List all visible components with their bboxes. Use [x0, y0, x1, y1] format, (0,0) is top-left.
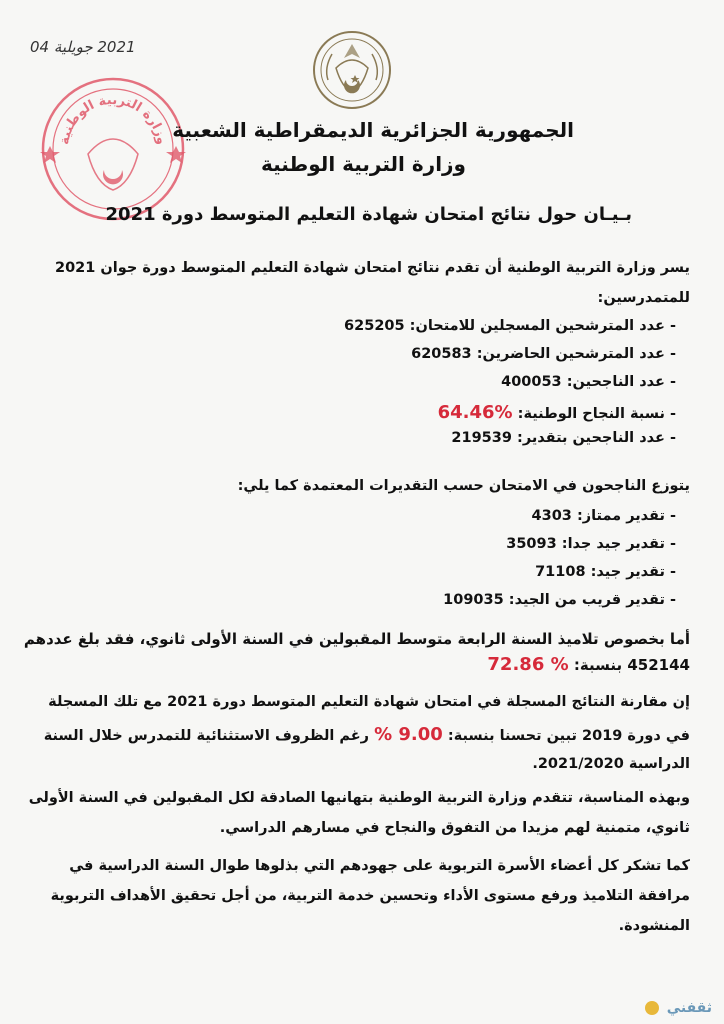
admitted-count: 452144 — [627, 656, 690, 674]
watermark-text: ثقفني — [666, 1000, 712, 1016]
stat-item — [34, 346, 676, 362]
grade-item — [34, 508, 676, 524]
grade-label: - تقدير جيد جدا: — [561, 536, 676, 552]
thanks-line-1: كما تشكر كل أعضاء الأسرة التربوية على جهودهم التي بذلوها طوال السنة الدراسية في — [69, 858, 690, 874]
site-watermark-logo — [645, 1000, 712, 1016]
admitted-line-1: أما بخصوص تلاميذ السنة الرابعة متوسط المقبولين في السنة الأولى ثانوي، فقد بلغ عددهم — [23, 630, 690, 648]
stat-value: 400053 — [501, 374, 562, 390]
comparison-post: رغم الظروف الاستثنائية للتمدرس خلال السنة — [43, 728, 370, 744]
document-title: بـيـان حول نتائج امتحان شهادة التعليم المتوسط دورة 2021 — [105, 204, 632, 225]
stat-item — [34, 430, 676, 446]
comparison-pre: في دورة 2019 تبين تحسنا بنسبة: — [447, 728, 690, 744]
comparison-line-3: الدراسية 2021/2020. — [532, 756, 690, 772]
stat-label: - عدد الناجحين بتقدير: — [517, 430, 676, 446]
stat-value: 620583 — [411, 346, 472, 362]
svg-text:وزارة التربية الوطنية — [57, 93, 169, 146]
admitted-rate-label: بنسبة: — [573, 656, 623, 674]
republic-heading: الجمهورية الجزائرية الديمقراطية الشعبية — [172, 118, 574, 142]
comparison-line-1: إن مقارنة النتائج المسجلة في امتحان شهادة التعليم المتوسط دورة 2021 مع تلك المسجلة — [48, 694, 690, 710]
handwritten-date: 2021 جويلية 04 — [30, 38, 136, 56]
comparison-line-2 — [34, 724, 690, 745]
distribution-intro: يتوزع الناجحون في الامتحان حسب التقديرات المعتمدة كما يلي: — [237, 478, 690, 494]
admitted-line-2 — [34, 654, 690, 675]
grade-value: 35093 — [506, 536, 557, 552]
grade-item — [34, 536, 676, 552]
grade-value: 71108 — [535, 564, 586, 580]
grade-label: - تقدير ممتاز: — [576, 508, 676, 524]
grade-value: 109035 — [443, 592, 504, 608]
stat-item — [34, 318, 676, 334]
stat-value: 219539 — [451, 430, 512, 446]
grade-item — [34, 592, 676, 608]
stat-item — [34, 402, 676, 423]
ministry-heading: وزارة التربية الوطنية — [260, 152, 466, 176]
grade-item — [34, 564, 676, 580]
stat-value: %64.46 — [437, 402, 513, 423]
stamp-lettering: وزارة التربية الوطنية — [57, 92, 169, 146]
intro-line-1: يسر وزارة التربية الوطنية أن تقدم نتائج امتحان شهادة التعليم المتوسط دورة جوان 2021 — [54, 260, 690, 276]
grade-value: 4303 — [531, 508, 572, 524]
grade-label: - تقدير جيد: — [590, 564, 676, 580]
stat-label: - عدد الناجحين: — [566, 374, 676, 390]
bulb-icon — [645, 1001, 659, 1015]
national-emblem-seal — [310, 28, 394, 112]
stat-label: - نسبة النجاح الوطنية: — [517, 406, 676, 422]
stat-item — [34, 374, 676, 390]
ministry-stamp — [38, 74, 188, 224]
intro-line-2: للمتمدرسين: — [597, 290, 690, 306]
comparison-rate: 9.00 % — [374, 724, 443, 745]
congrats-line-2: ثانوي، متمنية لهم مزيدا من التفوق والنجاح في مسارهم الدراسي. — [219, 820, 690, 836]
admitted-rate: % 72.86 — [487, 654, 569, 675]
grade-label: - تقدير قريب من الجيد: — [508, 592, 676, 608]
stat-label: - عدد المترشحين المسجلين للامتحان: — [409, 318, 676, 334]
congrats-line-1: وبهذه المناسبة، تتقدم وزارة التربية الوطنية بتهانيها الصادقة لكل المقبولين في السنة الأولى — [28, 790, 690, 806]
stat-value: 625205 — [344, 318, 405, 334]
thanks-line-3: المنشودة. — [618, 918, 690, 934]
stat-label: - عدد المترشحين الحاضرين: — [476, 346, 676, 362]
thanks-line-2: مرافقة التلاميذ ورفع مستوى الأداء وتحسين خدمة التربية، من أجل تحقيق الأهداف التربوية — [50, 888, 690, 904]
